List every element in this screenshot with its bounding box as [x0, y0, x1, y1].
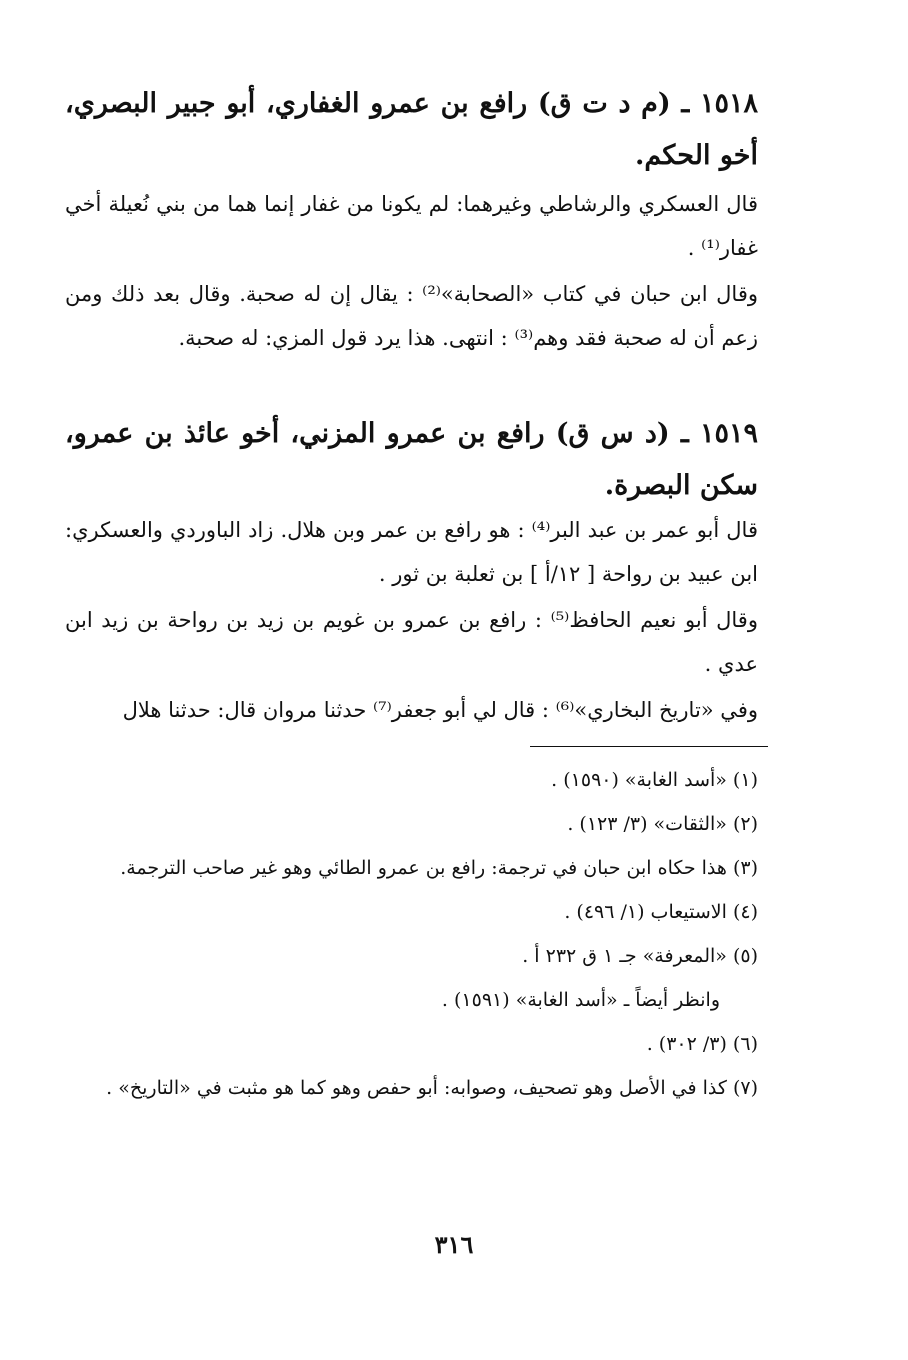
page-number: ٣١٦	[434, 1230, 474, 1259]
entry-1518-paragraph-2: وقال ابن حبان في كتاب «الصحابة»⁽²⁾ : يقال إن له صحبة. وقال بعد ذلك ومن زعم أن له صحبة فقد وهم⁽³⁾ : انتهى. هذا يرد قول المزي: له صحبة.	[65, 282, 758, 350]
footnote-1: (١) «أسد الغابة» (١٥٩٠) .	[551, 769, 758, 791]
footnote-5: (٥) «المعرفة» جـ ١ ق ٢٣٢ أ .	[522, 945, 758, 967]
footnote-list	[68, 758, 758, 1110]
entry-1519-paragraph-1: قال أبو عمر بن عبد البر⁽⁴⁾ : هو رافع بن عمر وبن هلال. زاد الباوردي والعسكري: ابن عبيد بن رواحة [ ١٢/أ ] بن ثعلبة بن ثور .	[65, 518, 758, 586]
footnote-4: (٤) الاستيعاب (١/ ٤٩٦) .	[564, 901, 758, 923]
footnote-5-continued: وانظر أيضاً ـ «أسد الغابة» (١٥٩١) .	[441, 989, 720, 1011]
footnote-6: (٦) (٣/ ٣٠٢) .	[646, 1033, 758, 1055]
footnote-7: (٧) كذا في الأصل وهو تصحيف، وصوابه: أبو حفص وهو كما هو مثبت في «التاريخ» .	[106, 1077, 758, 1099]
entry-heading-1518: ١٥١٨ ـ (م د ت ق) رافع بن عمرو الغفاري، أبو جبير البصري، أخو الحكم.	[65, 88, 758, 171]
entry-1519-paragraph-3: وفي «تاريخ البخاري»⁽⁶⁾ : قال لي أبو جعفر⁽⁷⁾ حدثنا مروان قال: حدثنا هلال	[122, 698, 758, 722]
footnote-2: (٢) «الثقات» (٣/ ١٢٣) .	[567, 813, 758, 835]
footnote-3: (٣) هذا حكاه ابن حبان في ترجمة: رافع بن عمرو الطائي وهو غير صاحب الترجمة.	[120, 857, 758, 879]
entry-heading-1519: ١٥١٩ ـ (د س ق) رافع بن عمرو المزني، أخو عائذ بن عمرو، سكن البصرة.	[65, 418, 758, 501]
entry-1518-paragraph-1: قال العسكري والرشاطي وغيرهما: لم يكونا من غفار إنما هما من بني نُعيلة أخي غفار⁽¹⁾ .	[65, 192, 758, 260]
entry-1519-paragraph-2: وقال أبو نعيم الحافظ⁽⁵⁾ : رافع بن عمرو بن غويم بن زيد بن رواحة بن زيد ابن عدي .	[65, 608, 758, 676]
footnote-separator	[530, 746, 768, 747]
